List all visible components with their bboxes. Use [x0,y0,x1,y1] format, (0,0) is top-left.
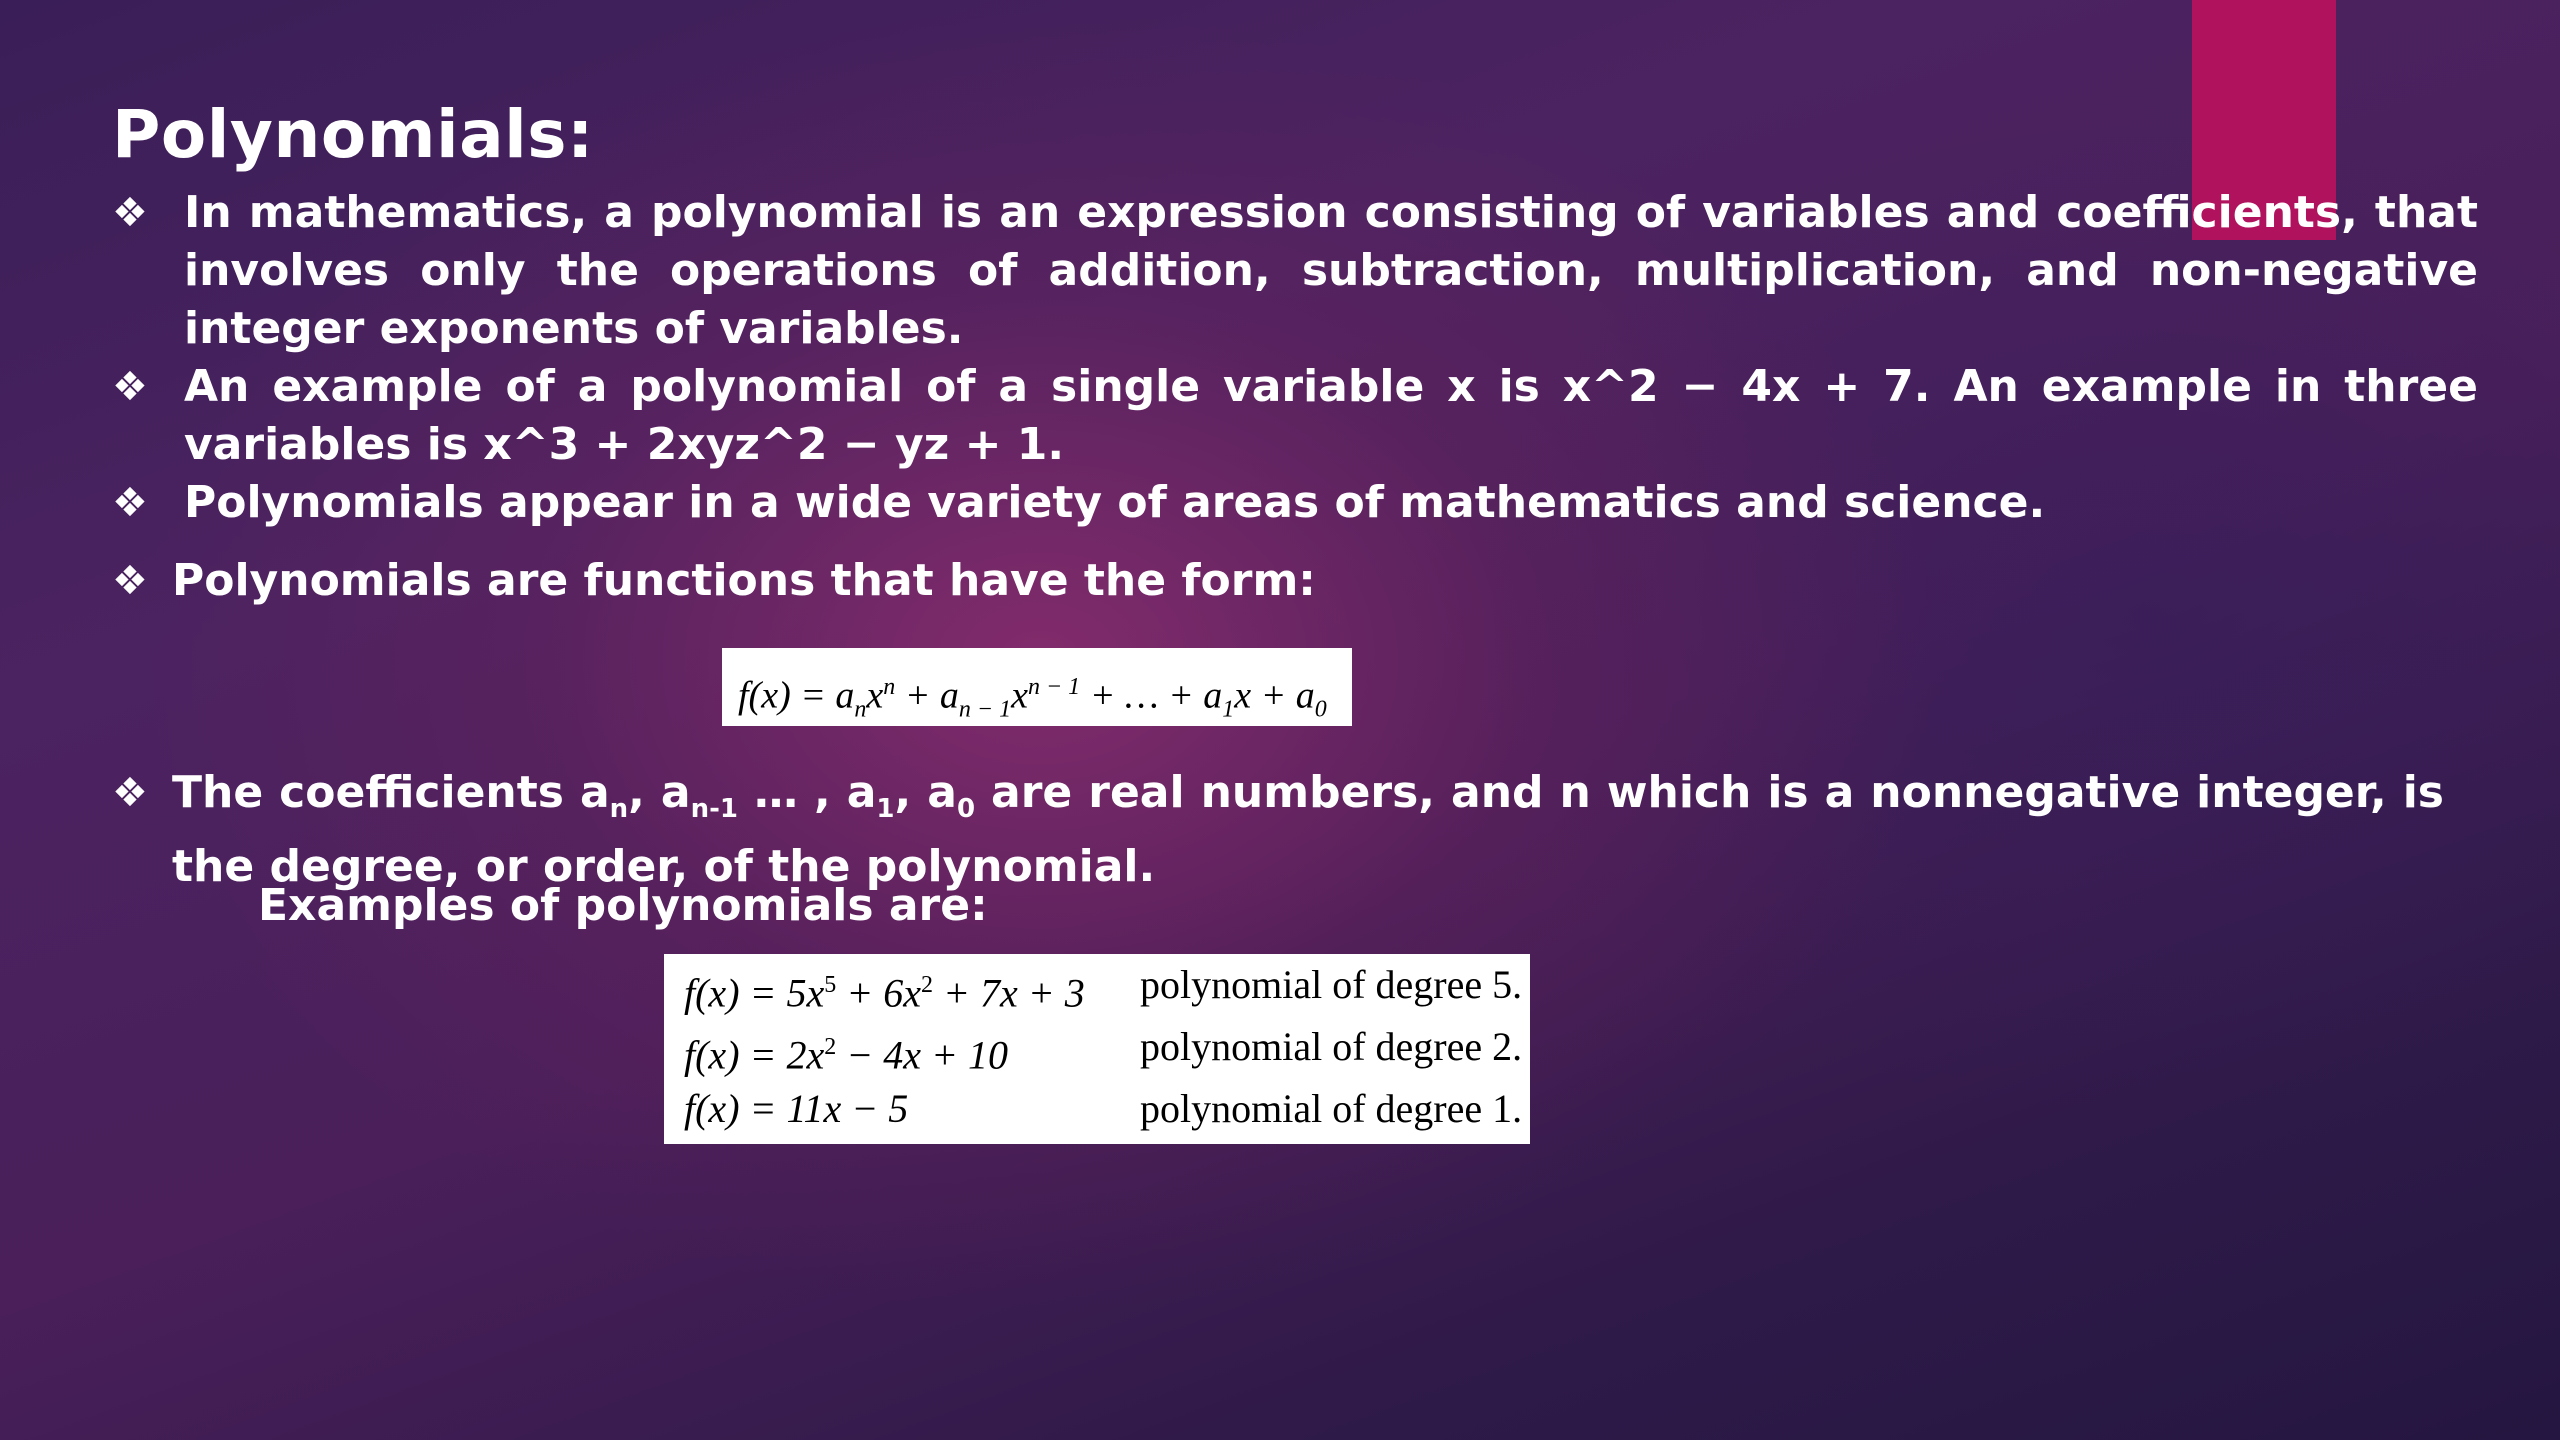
bullet-marker-icon: ❖ [112,364,148,410]
example-formula: f(x) = 11x − 5 [684,1086,909,1131]
bullet-areas [112,474,2478,532]
bullet-text: Polynomials appear in a wide variety of areas of mathematics and science. [184,477,2046,528]
example-formula: $f(x) = 2x^2 - 4x + 10$ [684,1032,1009,1078]
bullet-form [112,552,2478,610]
bullet-marker-icon: ❖ [112,190,148,236]
bullet-definition [112,184,2478,358]
general-formula: $f(x) = a_nx^n + a_{n - 1}x^{n - 1}$ + … + $a_1x + a_0$ [722,648,1352,726]
bullet-text: In mathematics, a polynomial is an expression consisting of variables and coefficients, that involves only the operations of addition, subtraction, multiplication, and non-negative integer exponents of variables. [184,187,2478,354]
bullet-text: An example of a polynomial of a single variable x is x^2 − 4x + 7. An example in three variables is x^3 + 2xyz^2 − yz + 1. [184,361,2478,470]
bullet-text: The coefficients $a_n$, $a_{n-1}$ … , $a_1$, $a_0$ are real numbers, and n which is a nonnegative integer, is the degree, or order, of the polynomial. [172,767,2444,892]
bullet-marker-icon: ❖ [112,770,148,816]
examples-table [664,954,1530,1144]
bullet-coefficients [112,764,2444,896]
bullet-marker-icon: ❖ [112,480,148,526]
example-description: polynomial of degree 5. [1140,962,1523,1007]
bullet-example [112,358,2478,474]
example-description: polynomial of degree 2. [1140,1024,1523,1069]
bullet-text: Polynomials are functions that have the form: [172,555,1316,606]
example-formula: $f(x) = 5x^5 + 6x^2 + 7x + 3$ [684,970,1085,1016]
slide-title: Polynomials: [112,96,594,173]
bullet-marker-icon: ❖ [112,558,148,604]
examples-heading: Examples of polynomials are: [258,880,988,931]
example-description: polynomial of degree 1. [1140,1086,1523,1131]
